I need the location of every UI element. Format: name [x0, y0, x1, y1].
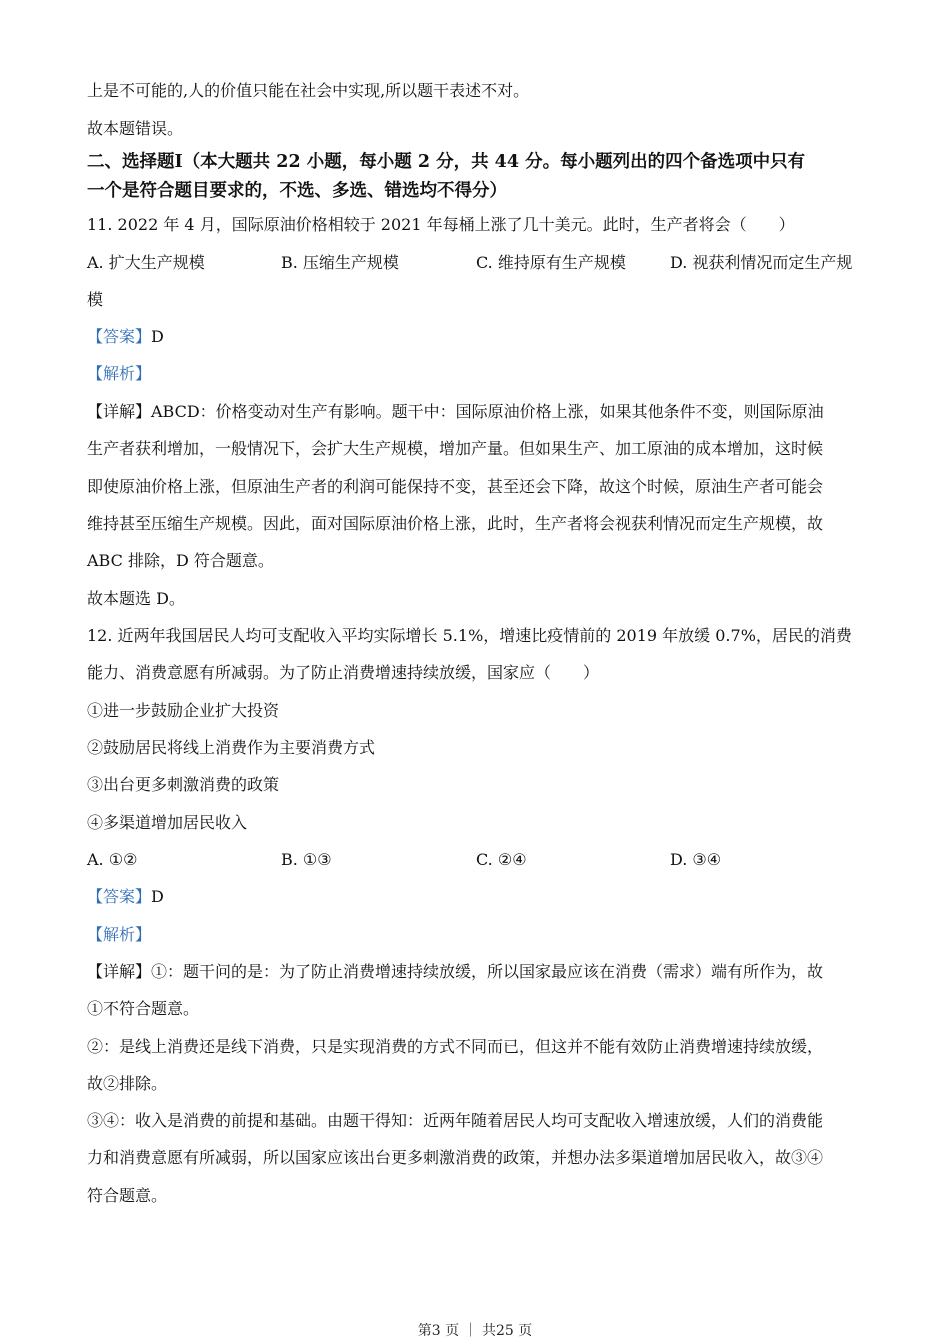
detail-line: ABC 排除，D 符合题意。: [87, 551, 274, 570]
statement-item: ①进一步鼓励企业扩大投资: [87, 701, 280, 720]
option-b: B. ①③: [281, 850, 332, 869]
option-d-wrap: 模: [87, 290, 104, 309]
detail-line: 维持甚至压缩生产规模。因此，面对国际原油价格上涨，此时，生产者将会视获利情况而定生产规模，故: [87, 514, 824, 533]
statement-item: ③出台更多刺激消费的政策: [87, 775, 280, 794]
section-heading: 一个是符合题目要求的，不选、多选、错选均不得分）: [87, 181, 507, 201]
answer-tag: 【答案】: [87, 327, 152, 346]
text-line: 故本题错误。: [87, 119, 184, 138]
answer-line: [87, 326, 877, 348]
option-d: D. ③④: [670, 850, 722, 869]
detail-line: 即使原油价格上涨，但原油生产者的利润可能保持不变，甚至还会下降，故这个时候，原油生产者可能会: [87, 477, 824, 496]
statement-item: ④多渠道增加居民收入: [87, 813, 248, 832]
analysis-tag: 【解析】: [87, 925, 152, 944]
detail-line: 力和消费意愿有所减弱，所以国家应该出台更多刺激消费的政策，并想办法多渠道增加居民收入，故③④: [87, 1148, 824, 1167]
question-stem: 11. 2022 年 4 月，国际原油价格相较于 2021 年每桶上涨了几十美元。此时，生产者将会（ ）: [87, 215, 795, 234]
section-heading: 二、选择题Ⅰ（本大题共 22 小题，每小题 2 分，共 44 分。每小题列出的四个备选项中只有: [87, 152, 806, 172]
option-a: A. 扩大生产规模: [87, 253, 205, 272]
detail-line: ③④：收入是消费的前提和基础。由题干得知：近两年随着居民人均可支配收入增速放缓，人们的消费能: [87, 1111, 824, 1130]
option-d: D. 视获利情况而定生产规: [670, 253, 853, 272]
conclusion-line: 故本题选 D。: [87, 589, 185, 608]
detail-line: 【详解】ABCD：价格变动对生产有影响。题干中：国际原油价格上涨，如果其他条件不变，则国际原油: [87, 402, 824, 421]
option-c: C. ②④: [476, 850, 527, 869]
detail-line: 生产者获利增加，一般情况下，会扩大生产规模，增加产量。但如果生产、加工原油的成本增加，这时候: [87, 439, 824, 458]
option-c: C. 维持原有生产规模: [476, 253, 626, 272]
detail-line: ②：是线上消费还是线下消费，只是实现消费的方式不同而已，但这并不能有效防止消费增速持续放缓，: [87, 1037, 824, 1056]
text-line: 上是不可能的,人的价值只能在社会中实现,所以题干表述不对。: [87, 81, 530, 100]
answer-value: D: [151, 327, 164, 346]
statement-item: ②鼓励居民将线上消费作为主要消费方式: [87, 738, 376, 757]
question-stem: 能力、消费意愿有所减弱。为了防止消费增速持续放缓，国家应（ ）: [87, 663, 600, 682]
answer-value: D: [151, 887, 164, 906]
answer-line: [87, 886, 877, 908]
question-stem: 12. 近两年我国居民人均可支配收入平均实际增长 5.1%，增速比疫情前的 2019 年放缓 0.7%，居民的消费: [87, 626, 852, 645]
detail-line: 符合题意。: [87, 1186, 168, 1205]
page-footer: 第3 页 ｜ 共25 页: [417, 1323, 533, 1339]
analysis-tag: 【解析】: [87, 364, 152, 383]
detail-line: 故②排除。: [87, 1074, 168, 1093]
answer-tag: 【答案】: [87, 887, 152, 906]
detail-line: ①不符合题意。: [87, 999, 200, 1018]
detail-line: 【详解】①：题干问的是：为了防止消费增速持续放缓，所以国家最应该在消费（需求）端有所作为，故: [87, 962, 824, 981]
option-b: B. 压缩生产规模: [281, 253, 399, 272]
option-a: A. ①②: [87, 850, 138, 869]
